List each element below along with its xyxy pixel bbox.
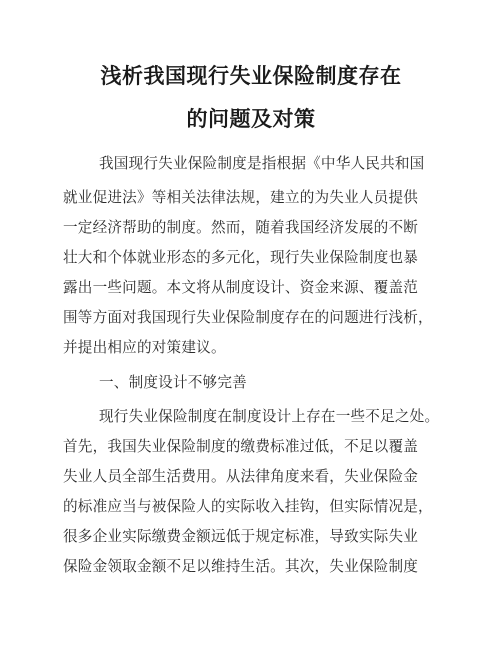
paragraph-1-line-2: 就业促进法》等相关法律法规，建立的为失业人员提供 [63, 189, 419, 206]
paragraph-1-line-7: 并提出相应的对策建议。 [63, 339, 226, 356]
paragraph-3-line-3: 失业人员全部生活费用。从法律角度来看，失业保险金 [63, 468, 419, 485]
paragraph-1-line-4: 壮大和个体就业形态的多元化，现行失业保险制度也暴 [63, 249, 419, 266]
section-heading-1: 一、制度设计不够完善 [99, 374, 247, 391]
document-title-line-1: 浅析我国现行失业保险制度存在 [100, 63, 402, 88]
paragraph-3-line-2: 首先，我国失业保险制度的缴费标准过低，不足以覆盖 [63, 438, 419, 455]
paragraph-1-line-6: 围等方面对我国现行失业保险制度存在的问题进行浅析， [63, 309, 433, 326]
paragraph-1-line-5: 露出一些问题。本文将从制度设计、资金来源、覆盖范 [63, 279, 419, 296]
paragraph-3-line-1: 现行失业保险制度在制度设计上存在一些不足之处。 [99, 408, 440, 425]
paragraph-3-line-5: 很多企业实际缴费金额远低于规定标准，导致实际失业 [63, 528, 419, 545]
paragraph-3-line-4: 的标准应当与被保险人的实际收入挂钩，但实际情况是， [63, 498, 433, 515]
document-title-line-2: 的问题及对策 [186, 106, 316, 131]
paragraph-1-line-1: 我国现行失业保险制度是指根据《中华人民共和国 [99, 155, 425, 172]
paragraph-1-line-3: 一定经济帮助的制度。然而，随着我国经济发展的不断 [63, 219, 419, 236]
paragraph-3-line-6: 保险金领取金额不足以维持生活。其次，失业保险制度 [63, 558, 419, 575]
